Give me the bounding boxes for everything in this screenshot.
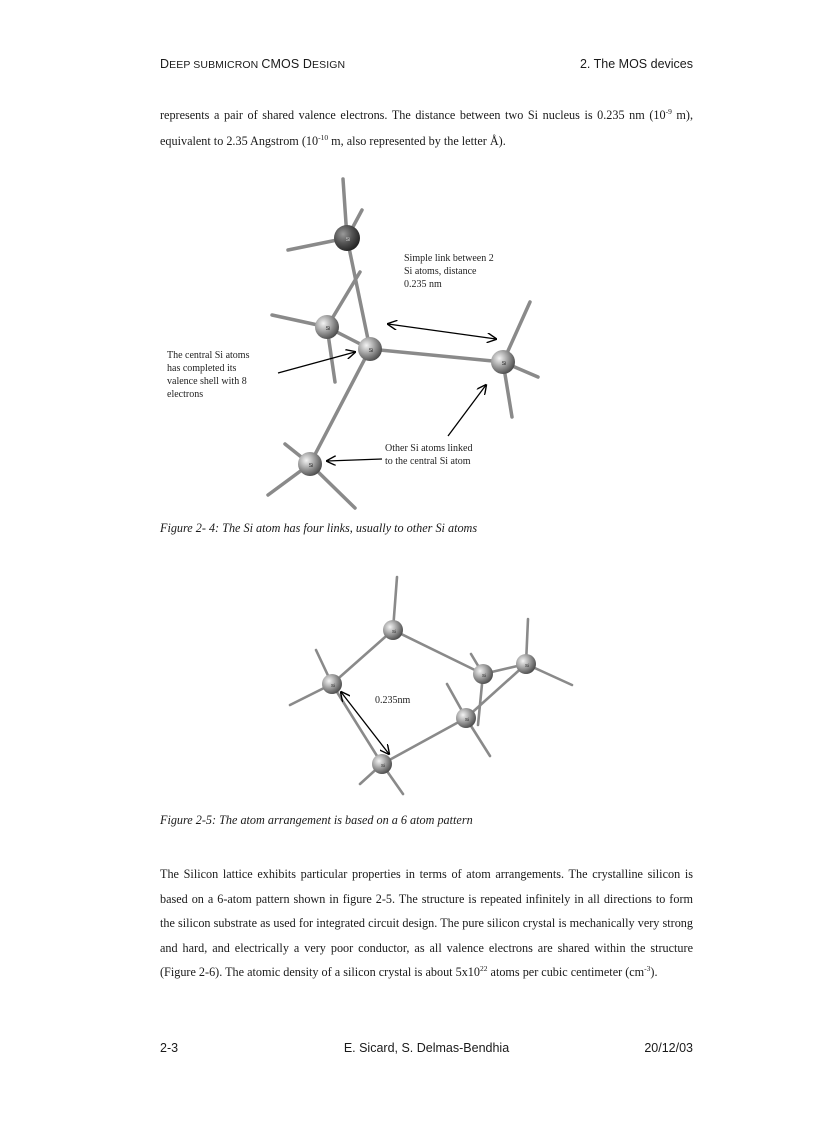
body-paragraph: The Silicon lattice exhibits particular properties in terms of atom arrangements. The crystalline silicon is based on a 6-atom pattern shown in figure 2-5. The structure is repeated infinitely in all directions to form the silicon substrate as used for integrated circuit design. The pure silicon crystal is mechanically very strong and hard, and electrically a very poor conductor, as all valence electrons are shared within the structure (Figure 2-6). The atomic density of a silicon crystal is about $5x10^{22}$ atoms per cubic centimeter $(cm^{-3})$. [160, 867, 693, 980]
central-atom-arrow [278, 352, 355, 373]
annotation-arrows [278, 324, 496, 461]
atom-label: Si [330, 683, 336, 688]
atom-label: Si [345, 237, 351, 243]
atom-label: Si [481, 673, 487, 678]
page-header [160, 57, 693, 73]
si-atom-labels [331, 629, 529, 768]
distance-arrow [388, 324, 496, 339]
si-atoms [322, 620, 536, 774]
figure-2-5-diagram [285, 572, 585, 800]
footer-date: 20/12/03 [644, 1041, 693, 1055]
figure-si-four-links [160, 172, 540, 515]
atom-label: Si [391, 629, 397, 634]
book-title: DEEP SUBMICRON CMOS DESIGN [160, 57, 346, 71]
footer-authors: E. Sicard, S. Delmas-Bendhia [343, 1041, 510, 1055]
figure-2-4-caption: Figure 2- 4: The Si atom has four links, usually to other Si atoms [160, 521, 478, 535]
figure-2-4-diagram [160, 172, 540, 515]
figure-2-5-caption: Figure 2-5: The atom arrangement is based on a 6 atom pattern [160, 813, 473, 827]
page-number: 2-3 [160, 1041, 179, 1055]
distance-label: 0.235nm [375, 695, 411, 706]
intro-paragraph: represents a pair of shared valence electrons. The distance between two Si nucleus is 0.235 nm ($10^{-9}$ m), equivalent to 2.35 Angstrom ($10^{-10}$ m, also represented by the letter Å). [160, 107, 693, 148]
atom-label: Si [325, 326, 331, 332]
atom-label: Si [368, 348, 374, 354]
annotation-central-atom: The central Si atoms has completed its valence shell with 8 electrons [167, 350, 250, 400]
page-footer [160, 1041, 693, 1057]
annotation-link-distance: Simple link between 2 Si atoms, distance 0.235 nm [404, 253, 494, 290]
atom-label: Si [501, 361, 507, 367]
chapter-title: 2. The MOS devices [579, 57, 693, 71]
figure-six-atom-pattern [285, 572, 585, 800]
right-atom-arrow [448, 385, 486, 436]
atom-label: Si [308, 463, 314, 469]
atom-label: Si [524, 663, 530, 668]
atom-label: Si [380, 763, 386, 768]
bottom-atom-arrow [327, 459, 382, 461]
annotation-other-atoms: Other Si atoms linked to the central Si atom [385, 443, 473, 467]
atom-label: Si [464, 717, 470, 722]
